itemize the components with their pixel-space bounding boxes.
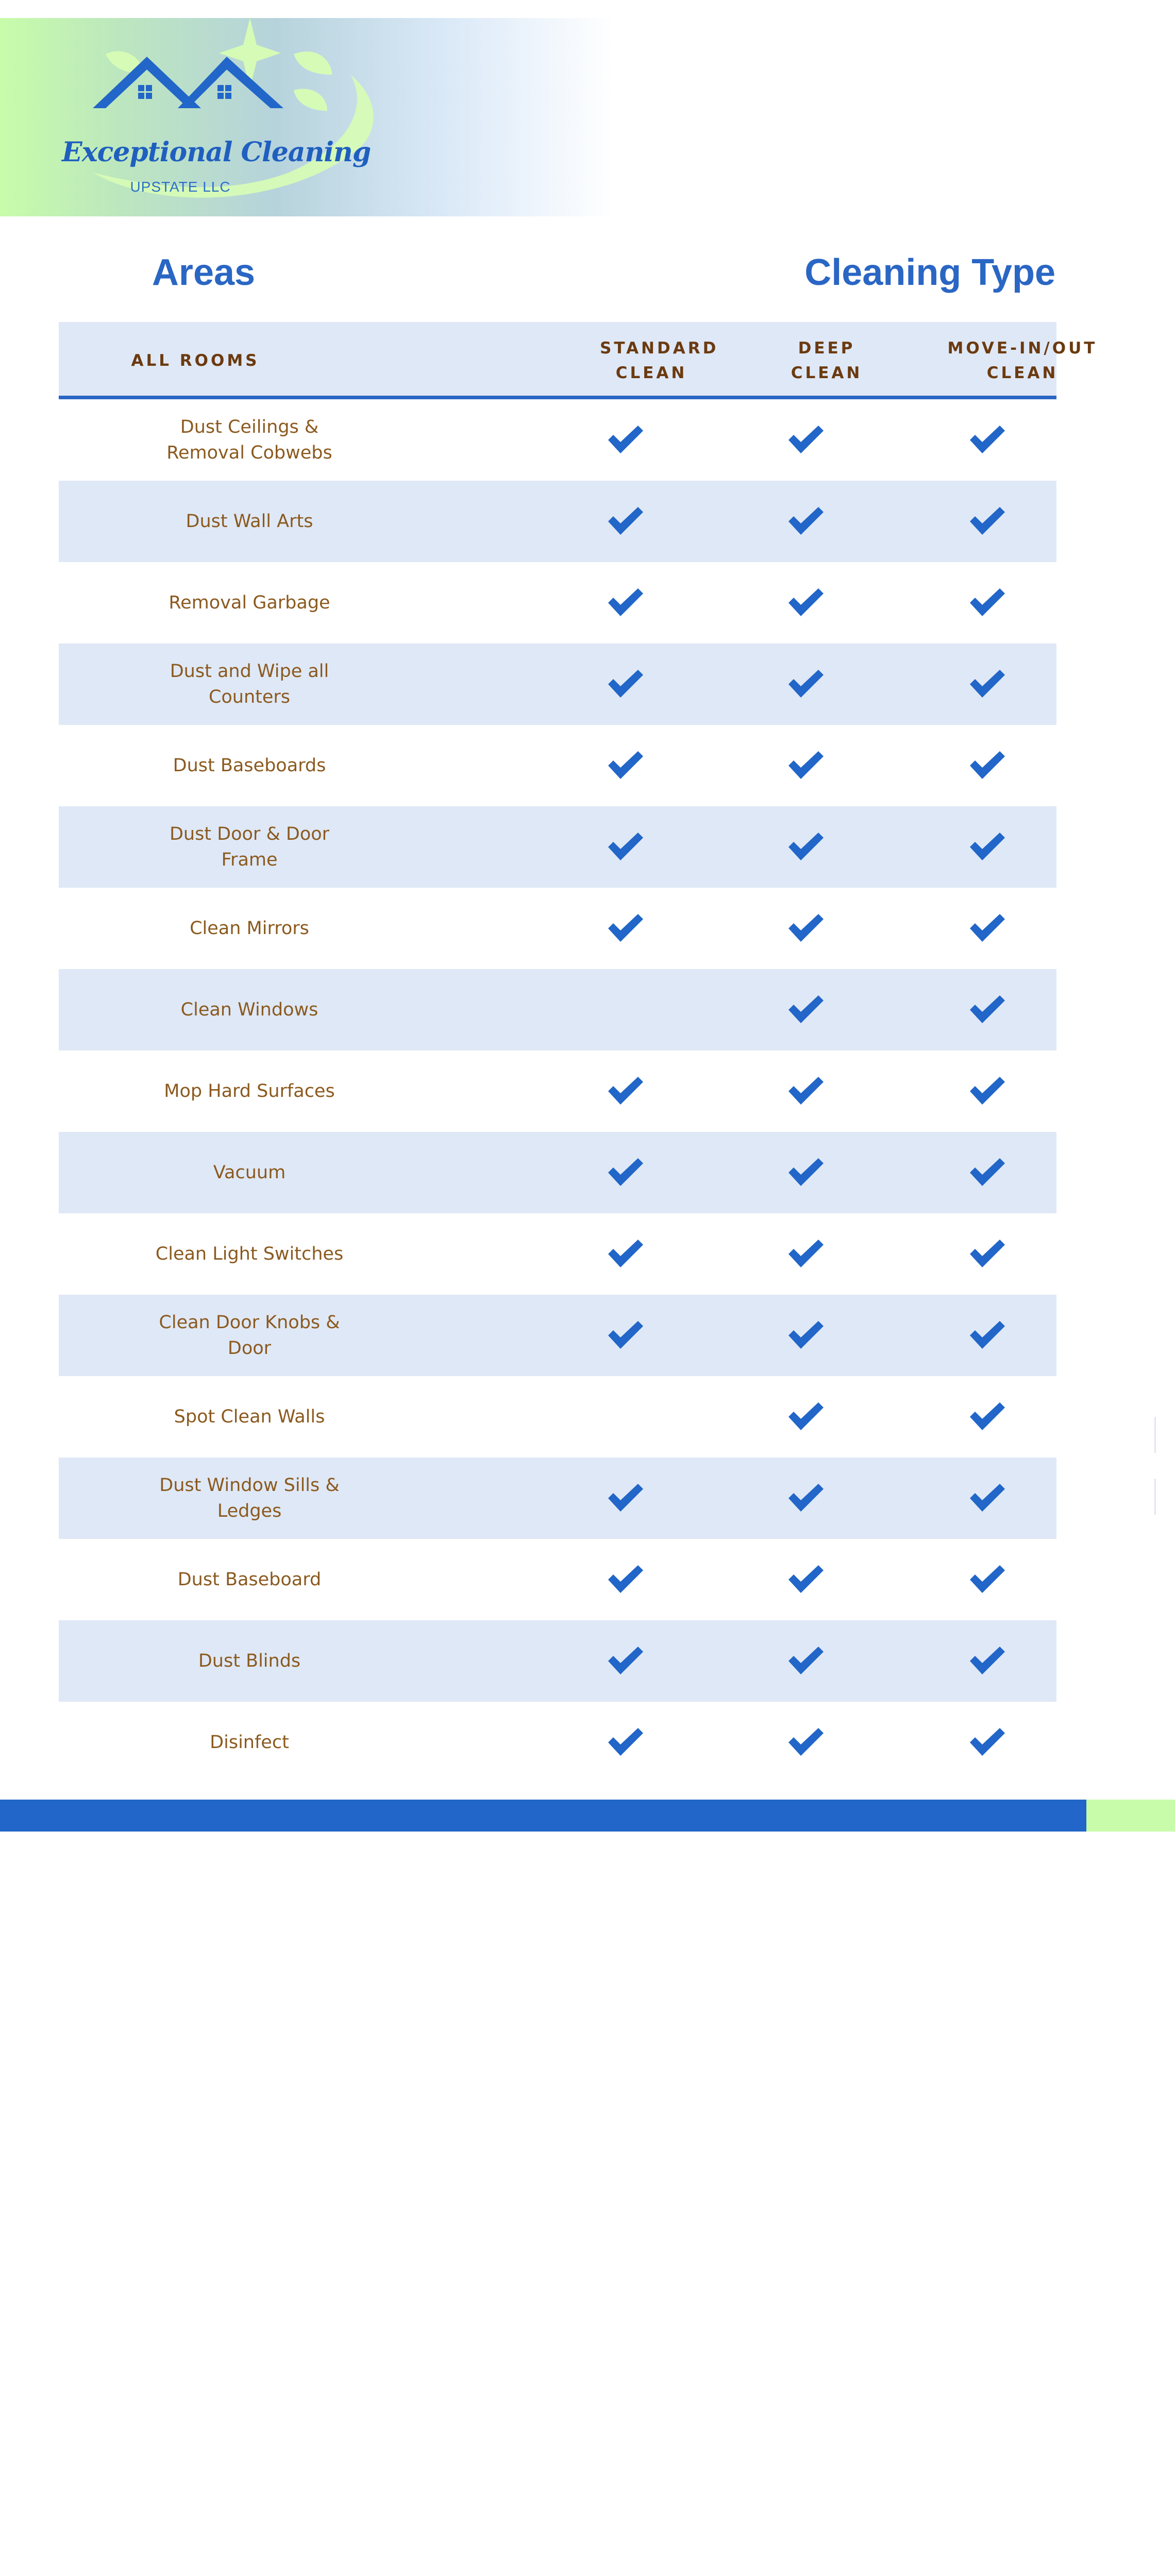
areas-heading: Areas bbox=[152, 252, 256, 293]
area-label: Removal Garbage bbox=[169, 592, 330, 613]
check-icon bbox=[964, 1295, 1010, 1376]
area-label: Vacuum bbox=[213, 1162, 286, 1183]
check-icon bbox=[964, 1539, 1010, 1620]
area-cell bbox=[74, 562, 425, 643]
area-label: Dust Door & Door Frame bbox=[169, 824, 330, 870]
table-row bbox=[59, 1213, 1056, 1295]
check-icon bbox=[782, 1702, 829, 1783]
check-icon bbox=[964, 1132, 1010, 1213]
table-row bbox=[59, 1132, 1056, 1213]
table-row bbox=[59, 1458, 1056, 1539]
check-icon bbox=[782, 806, 829, 888]
area-cell bbox=[74, 1458, 425, 1539]
area-label: Mop Hard Surfaces bbox=[164, 1081, 335, 1101]
check-icon bbox=[782, 1050, 829, 1132]
check-icon bbox=[602, 1620, 648, 1702]
check-icon bbox=[602, 562, 648, 643]
column-header-standard-clean: STANDARD CLEAN bbox=[600, 339, 719, 382]
footer-bar bbox=[0, 1800, 1086, 1832]
table-row bbox=[59, 1050, 1056, 1132]
area-label: Clean Door Knobs & Door bbox=[159, 1312, 340, 1359]
check-icon bbox=[964, 1702, 1010, 1783]
column-header-move-in-out-clean: MOVE-IN/OUT CLEAN bbox=[947, 339, 1098, 382]
table-row bbox=[59, 399, 1056, 481]
table-row bbox=[59, 969, 1056, 1050]
check-icon bbox=[782, 1620, 829, 1702]
check-icon bbox=[964, 481, 1010, 562]
check-icon bbox=[782, 1376, 829, 1458]
brand-name: Exceptional Cleaning bbox=[62, 137, 371, 168]
area-cell bbox=[74, 888, 425, 969]
check-icon bbox=[602, 481, 648, 562]
footer-accent bbox=[1086, 1800, 1175, 1832]
check-icon bbox=[964, 969, 1010, 1050]
area-cell bbox=[74, 969, 425, 1050]
cleaning-type-heading: Cleaning Type bbox=[804, 252, 1055, 293]
area-label: Dust Baseboards bbox=[173, 755, 326, 776]
check-icon bbox=[964, 1376, 1010, 1458]
area-cell bbox=[74, 806, 425, 888]
check-icon bbox=[602, 888, 648, 969]
table-row bbox=[59, 1295, 1056, 1376]
check-icon bbox=[964, 643, 1010, 725]
check-icon bbox=[964, 1458, 1010, 1539]
area-cell bbox=[74, 1539, 425, 1620]
check-icon bbox=[602, 1702, 648, 1783]
area-cell bbox=[74, 1132, 425, 1213]
check-icon bbox=[964, 1050, 1010, 1132]
table-row bbox=[59, 725, 1056, 806]
cleaning-checklist-table bbox=[59, 322, 1098, 1783]
table-row bbox=[59, 1376, 1056, 1458]
check-icon bbox=[964, 1620, 1010, 1702]
area-cell bbox=[74, 643, 425, 725]
table-row bbox=[59, 1702, 1056, 1783]
check-icon bbox=[782, 1132, 829, 1213]
area-cell bbox=[74, 481, 425, 562]
table-row bbox=[59, 562, 1056, 643]
check-icon bbox=[602, 643, 648, 725]
check-icon bbox=[964, 562, 1010, 643]
check-icon bbox=[964, 1213, 1010, 1295]
area-label: Dust Blinds bbox=[198, 1651, 301, 1671]
column-header-all-rooms: ALL ROOMS bbox=[131, 351, 260, 370]
check-icon bbox=[782, 1539, 829, 1620]
logo-banner bbox=[0, 18, 613, 216]
check-icon bbox=[782, 399, 829, 481]
area-cell bbox=[74, 1213, 425, 1295]
column-header-deep-clean: DEEP CLEAN bbox=[791, 339, 863, 382]
check-icon bbox=[602, 1132, 648, 1213]
check-icon bbox=[602, 725, 648, 806]
check-icon bbox=[602, 1295, 648, 1376]
check-icon bbox=[782, 725, 829, 806]
check-icon bbox=[782, 969, 829, 1050]
check-icon bbox=[964, 888, 1010, 969]
check-icon bbox=[602, 1458, 648, 1539]
area-cell bbox=[74, 1050, 425, 1132]
area-cell bbox=[74, 1702, 425, 1783]
area-cell bbox=[74, 1376, 425, 1458]
edge-mark bbox=[1154, 1417, 1156, 1453]
check-icon bbox=[782, 562, 829, 643]
area-label: Disinfect bbox=[210, 1732, 289, 1753]
table-row bbox=[59, 1539, 1056, 1620]
area-label: Dust Ceilings & Removal Cobwebs bbox=[166, 417, 332, 463]
check-icon bbox=[964, 725, 1010, 806]
check-icon bbox=[964, 399, 1010, 481]
table-header bbox=[59, 322, 1098, 399]
check-icon bbox=[782, 1458, 829, 1539]
brand-subtitle: UPSTATE LLC bbox=[130, 179, 231, 195]
check-icon bbox=[782, 1213, 829, 1295]
table-row bbox=[59, 643, 1056, 725]
area-label: Dust Wall Arts bbox=[186, 511, 313, 532]
table-row bbox=[59, 806, 1056, 888]
check-icon bbox=[602, 1213, 648, 1295]
check-icon bbox=[782, 1295, 829, 1376]
check-icon bbox=[964, 806, 1010, 888]
area-label: Dust Baseboard bbox=[177, 1569, 322, 1590]
check-icon bbox=[602, 1050, 648, 1132]
table-row bbox=[59, 888, 1056, 969]
check-icon bbox=[602, 1539, 648, 1620]
area-label: Clean Light Switches bbox=[155, 1244, 344, 1264]
area-label: Clean Windows bbox=[180, 999, 318, 1020]
check-icon bbox=[782, 481, 829, 562]
area-label: Dust and Wipe all Counters bbox=[170, 661, 329, 707]
area-cell bbox=[74, 1620, 425, 1702]
area-cell bbox=[74, 725, 425, 806]
table-row bbox=[59, 1620, 1056, 1702]
check-icon bbox=[782, 643, 829, 725]
check-icon bbox=[782, 888, 829, 969]
table-body bbox=[59, 399, 1056, 1783]
check-icon bbox=[602, 399, 648, 481]
area-label: Clean Mirrors bbox=[190, 918, 309, 939]
table-row bbox=[59, 481, 1056, 562]
edge-mark bbox=[1154, 1479, 1156, 1515]
area-label: Dust Window Sills & Ledges bbox=[159, 1475, 340, 1521]
area-cell bbox=[74, 399, 425, 481]
area-label: Spot Clean Walls bbox=[174, 1406, 325, 1427]
check-icon bbox=[602, 806, 648, 888]
area-cell bbox=[74, 1295, 425, 1376]
